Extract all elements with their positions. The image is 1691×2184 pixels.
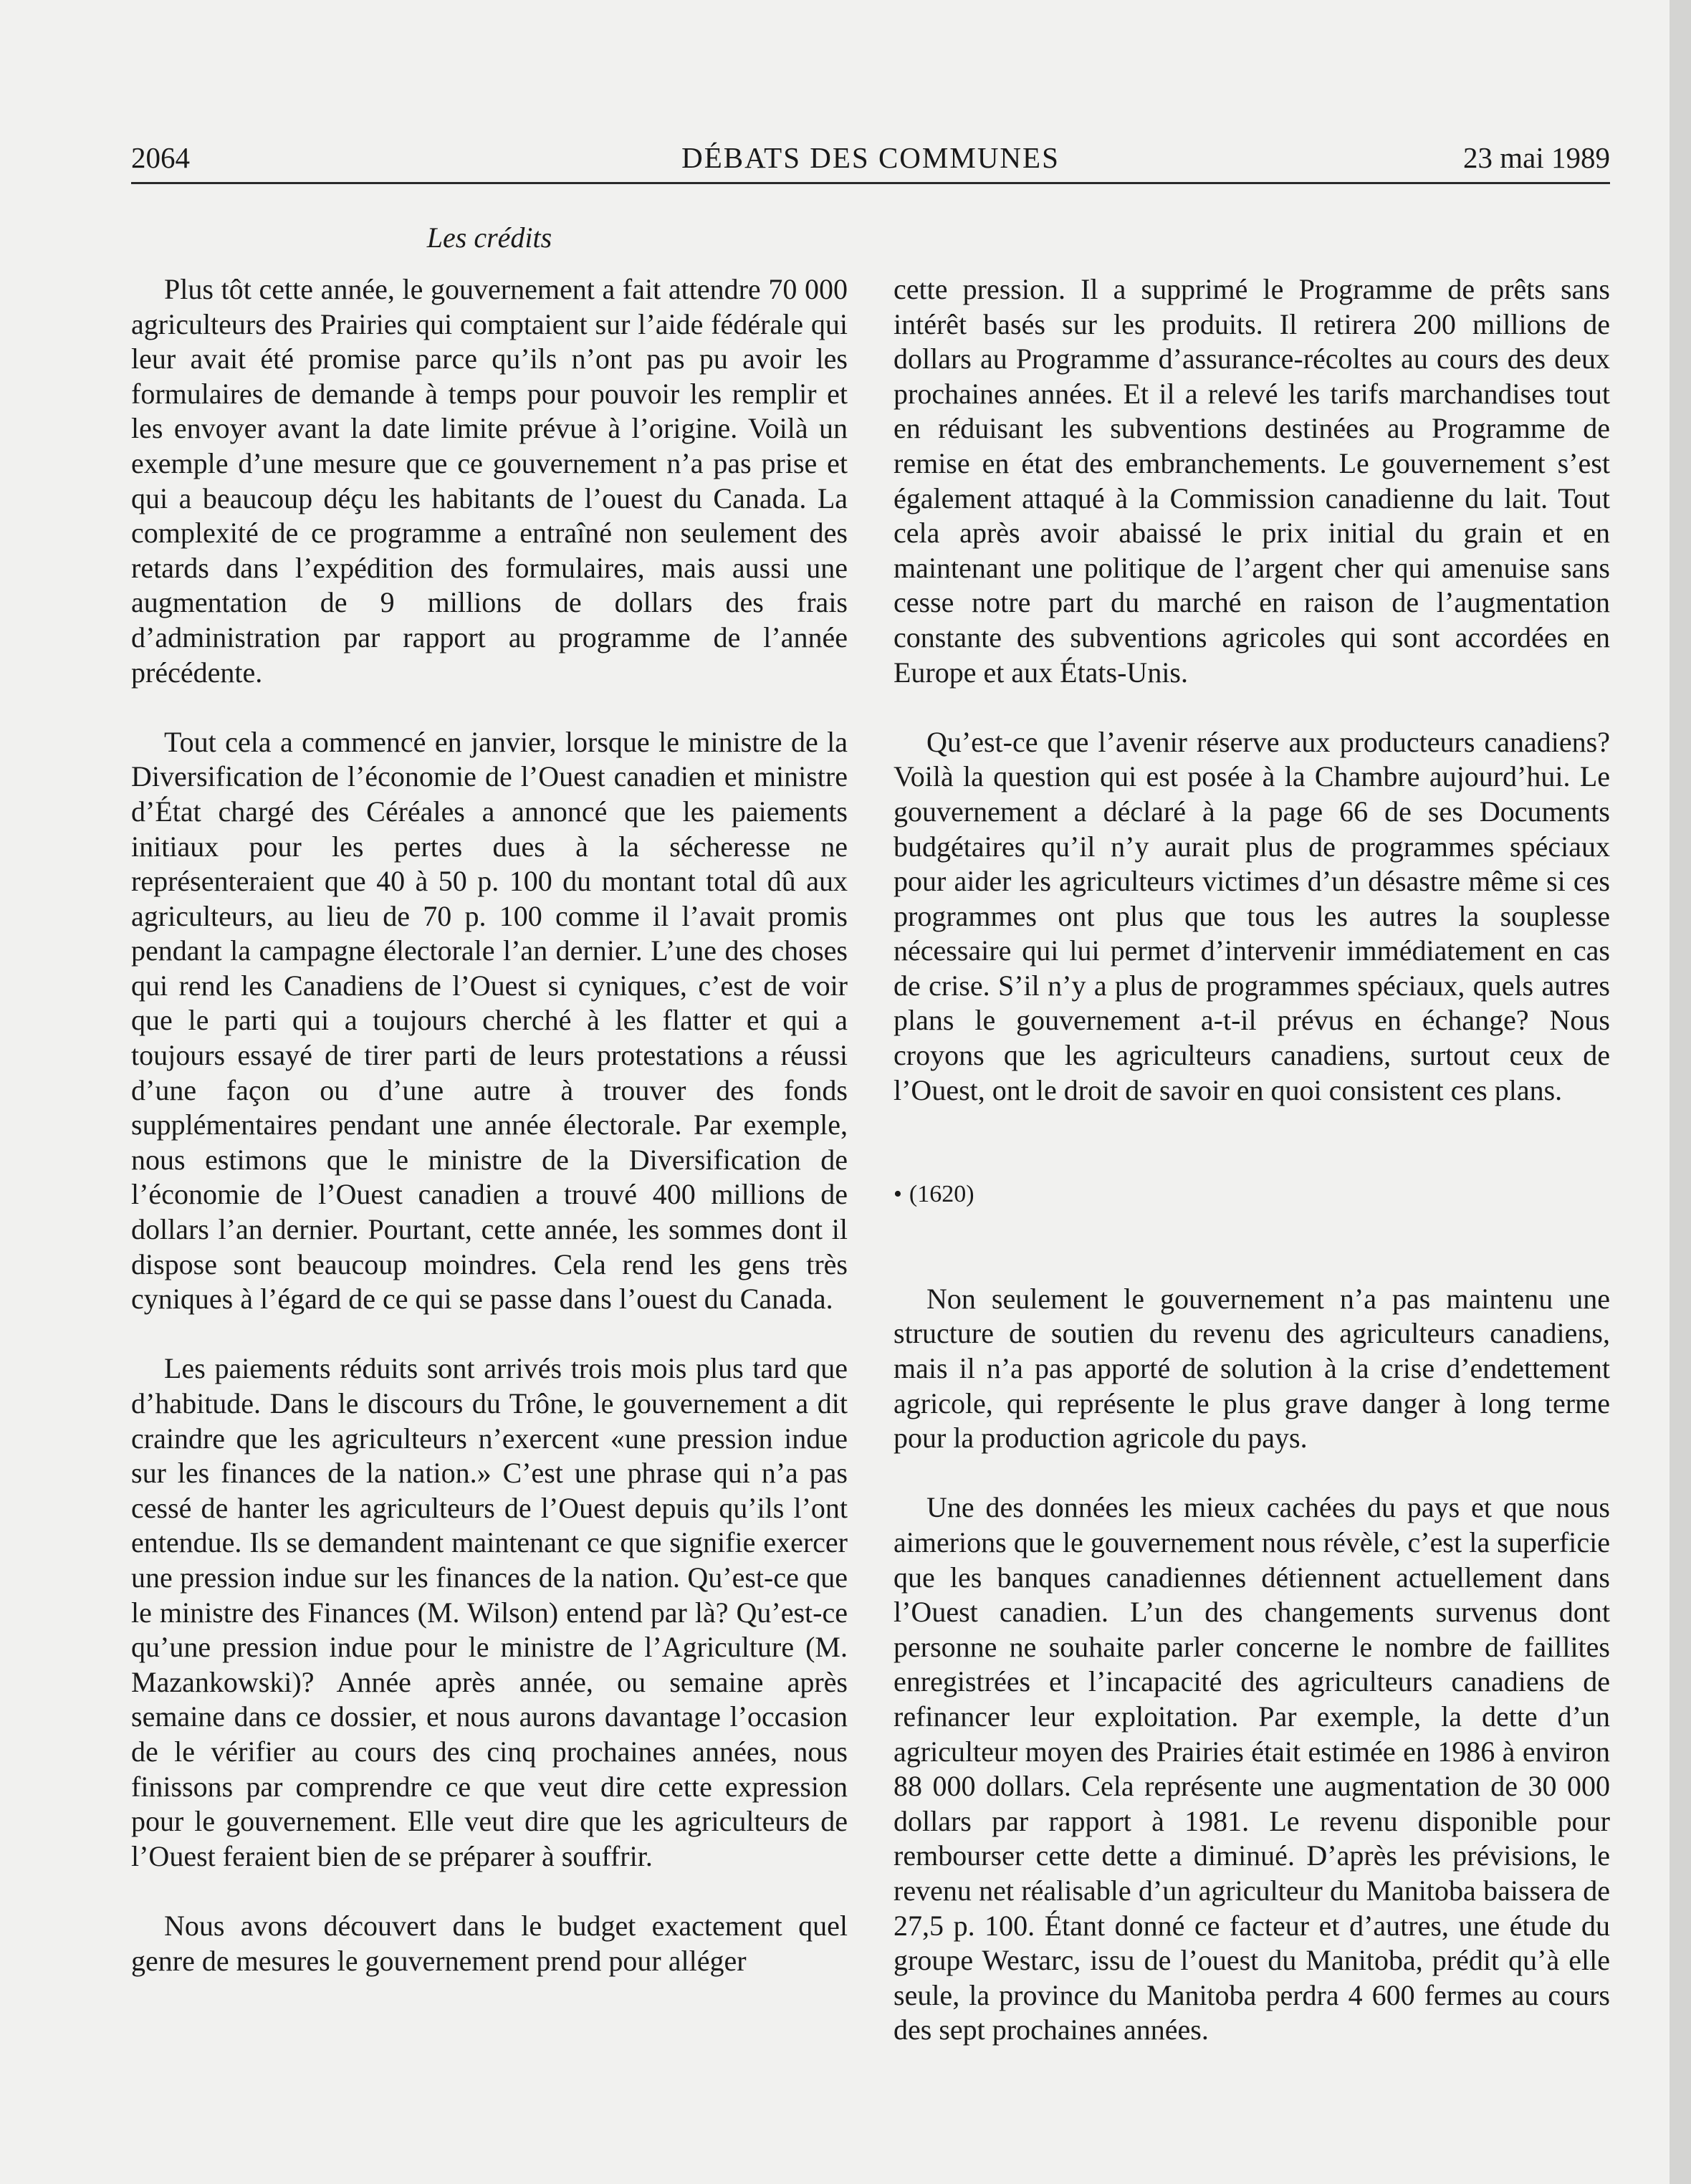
paragraph: Les paiements réduits sont arrivés trois mois plus tard que d’habitude. Dans le discours du Trône, le gouvernement a dit craindre que les agriculteurs n’exercent «une pression indue sur les finances de la nation.» C’est une phrase qui n’a pas cessé de hanter les agriculteurs de l’Ouest depuis qu’ils l’ont entendue. Ils se demandent maintenant ce que signifie exercer une pression indue sur les finances de la nation. Qu’est-ce que le ministre des Finances (M. Wilson) entend par là? Qu’est-ce qu’une pression indue pour le ministre de l’Agriculture (M. Mazankowski)? Année après année, ou semaine après semaine dans ce dossier, et nous aurons davantage l’occasion de le vérifier au cours des cinq prochaines années, nous finissons par comprendre ce que veut dire cette expression pour le gouvernement. Elle veut dire que les agriculteurs de l’Ouest feraient bien de se préparer à souffrir. (131, 1352, 848, 1872)
bullet-icon: • (894, 1181, 902, 1208)
paragraph: Une des données les mieux cachées du pays et que nous aimerions que le gouvernement nous révèle, c’est la superficie que les banques canadiennes détiennent actuellement dans l’Ouest canadien. L’un des changements survenus dont personne ne souhaite parler concerne le nombre de faillites enregistrées et l’incapacité des agriculteurs canadiens de refinancer leur exploitation. Par exemple, la dette d’un agriculteur moyen des Prairies était estimée en 1986 à environ 88 000 dollars. Cela représente une augmentation de 30 000 dollars par rapport à 1981. Le revenu disponible pour rembourser cette dette a diminué. D’après les prévisions, le revenu net réalisable d’un agriculteur du Manitoba baissera de 27,5 p. 100. Étant donné ce facteur et d’autres, une étude du groupe Westarc, issu de l’ouest du Manitoba, prédit qu’à elle seule, la province du Manitoba perdra 4 600 fermes au cours des sept prochaines années. (894, 1491, 1610, 2046)
right-column (894, 272, 1610, 2083)
left-column (131, 272, 848, 2013)
page-header (131, 140, 1610, 183)
page-number: 2064 (131, 141, 190, 174)
paragraph: cette pression. Il a supprimé le Programme de prêts sans intérêt basés sur les produits. Il retirera 200 millions de dollars au Programme d’assurance-récoltes au cours des deux prochaines années. Et il a relevé les tarifs marchandises tout en réduisant les subventions destinées au Programme de remise en état des embranchements. Le gouvernement s’est également attaqué à la Commission canadienne du lait. Tout cela après avoir abaissé le prix initial du grain et en maintenant une politique de l’argent cher qui amenuise sans cesse notre part du marché en raison de l’augmentation constante des subventions agricoles qui sont accordées en Europe et aux États-Unis. (894, 273, 1610, 689)
paragraph: Nous avons découvert dans le budget exactement quel genre de mesures le gouvernement prend pour alléger (131, 1909, 848, 1977)
time-marker-text: (1620) (909, 1181, 974, 1208)
paragraph: Tout cela a commencé en janvier, lorsque le ministre de la Diversification de l’économie de l’Ouest canadien et ministre d’État chargé des Céréales a annoncé que les paiements initiaux pour les pertes dues à la sécheresse ne représenteraient que 40 à 50 p. 100 du montant total dû aux agriculteurs, au lieu de 70 p. 100 comme il l’avait promis pendant la campagne électorale l’an dernier. L’une des choses qui rend les Canadiens de l’Ouest si cyniques, c’est de voir que le parti qui a toujours cherché à les flatter et qui a toujours essayé de tirer parti de leurs protestations a réussi d’une façon ou d’une autre à trouver des fonds supplémentaires pendant une année électorale. Par exemple, nous estimons que le ministre de la Diversification de l’économie de l’Ouest canadien a trouvé 400 millions de dollars l’an dernier. Pourtant, cette année, les sommes dont il dispose sont beaucoup moindres. Cela rend les gens très cyniques à l’égard de ce qui se passe dans l’ouest du Canada. (131, 725, 848, 1316)
time-marker (894, 1177, 1610, 1212)
paragraph: Non seulement le gouvernement n’a pas maintenu une structure de soutien du revenu des agriculteurs canadiens, mais il n’a pas apporté de solution à la crise d’endettement agricole, qui représente le plus grave danger à long terme pour la production agricole du pays. (894, 1282, 1610, 1455)
publication-date: 23 mai 1989 (1463, 141, 1610, 174)
publication-title: DÉBATS DES COMMUNES (681, 141, 1060, 174)
header-rule (131, 182, 1610, 184)
scan-edge (1670, 0, 1691, 2184)
paragraph: Plus tôt cette année, le gouvernement a fait attendre 70 000 agriculteurs des Prairies qui comptaient sur l’aide fédérale qui leur avait été promise parce qu’ils n’ont pas pu avoir les formulaires de demande à temps pour pouvoir les remplir et les envoyer avant la date limite prévue à l’origine. Voilà un exemple d’une mesure que ce gouvernement n’a pas prise et qui a beaucoup déçu les habitants de l’ouest du Canada. La complexité de ce programme a entraîné non seulement des retards dans l’expédition des formulaires, mais aussi une augmentation de 9 millions de dollars des frais d’administration par rapport au programme de l’année précédente. (131, 273, 848, 689)
section-title: Les crédits (426, 221, 552, 254)
paragraph: Qu’est-ce que l’avenir réserve aux producteurs canadiens? Voilà la question qui est posée à la Chambre aujourd’hui. Le gouvernement a déclaré à la page 66 de ses Documents budgétaires qu’il n’y aurait plus de programmes spéciaux pour aider les agriculteurs victimes d’un désastre même si ces programmes ont plus que tous les autres la souplesse nécessaire qui lui permet d’intervenir immédiatement en cas de crise. S’il n’y a plus de programmes spéciaux, quels autres plans le gouvernement a-t-il prévus en échange? Nous croyons que les agriculteurs canadiens, surtout ceux de l’Ouest, ont le droit de savoir en quoi consistent ces plans. (894, 725, 1610, 1106)
